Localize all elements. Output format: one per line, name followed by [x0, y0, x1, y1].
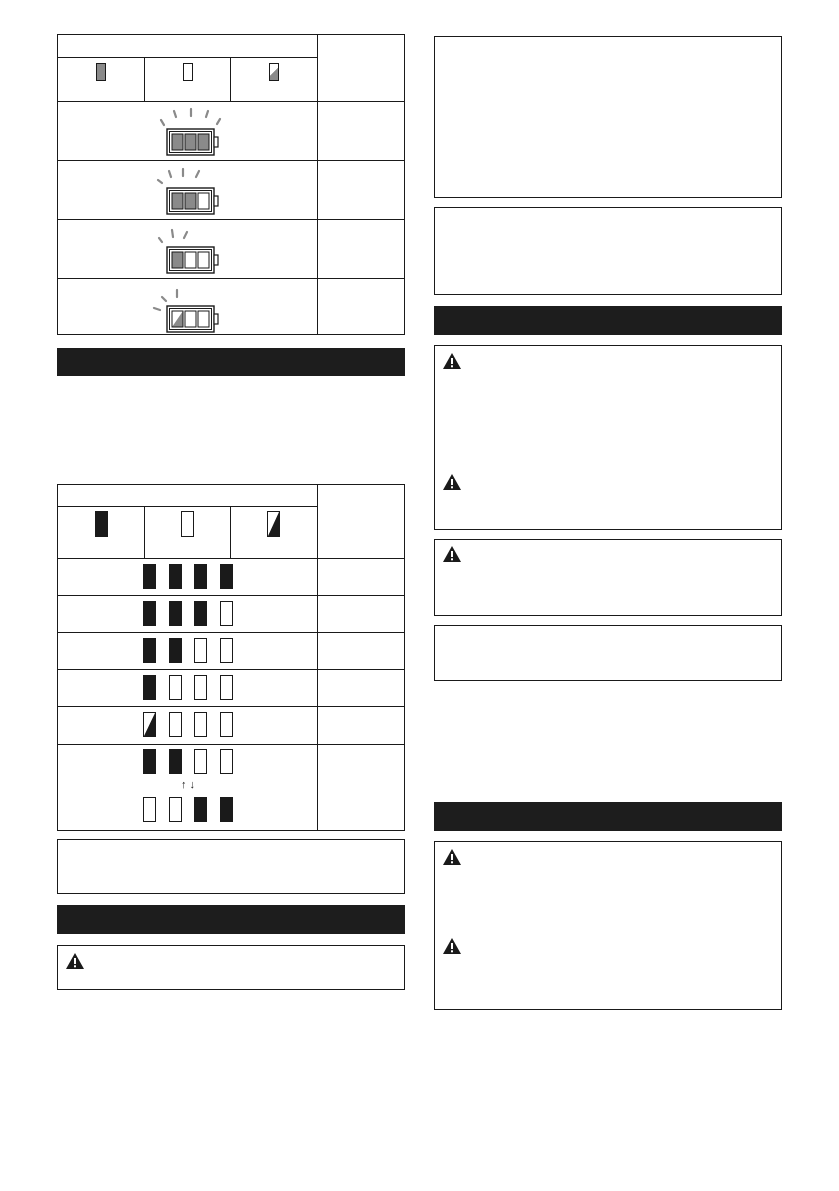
lamp-lit-gray-icon: [96, 63, 106, 81]
warning-box: [434, 539, 782, 616]
warning-icon: [442, 352, 462, 370]
warning-icon: [442, 937, 462, 955]
alternating-arrows: ↑ ↓: [180, 779, 196, 791]
warning-box: [57, 945, 405, 990]
battery-blinking-bar-icon: [150, 284, 222, 336]
lamp-blinking-icon: [267, 511, 280, 537]
note-box: [434, 625, 782, 681]
lamp-lit-black-icon: [95, 511, 108, 537]
battery-1-bar-icon: [156, 225, 222, 277]
section-heading-bar: [57, 905, 405, 934]
battery-indicator-table-top: [57, 34, 405, 335]
warning-icon: [65, 952, 85, 970]
warning-box: [434, 345, 782, 530]
battery-2-bars-icon: [156, 166, 222, 218]
lamp-off-icon: [183, 63, 193, 81]
warning-icon: [442, 545, 462, 563]
note-box: [57, 839, 405, 894]
lamp-off-icon: [181, 511, 194, 537]
battery-3-bars-icon: [156, 107, 222, 159]
section-heading-bar: [434, 802, 782, 831]
battery-indicator-table-bottom: [57, 484, 405, 831]
section-heading-bar: [57, 348, 405, 376]
note-box: [434, 36, 782, 198]
warning-icon: [442, 848, 462, 866]
warning-icon: [442, 473, 462, 491]
note-box: [434, 207, 782, 295]
warning-box: [434, 841, 782, 1010]
lamp-blinking-icon: [269, 63, 279, 81]
section-heading-bar: [434, 306, 782, 335]
